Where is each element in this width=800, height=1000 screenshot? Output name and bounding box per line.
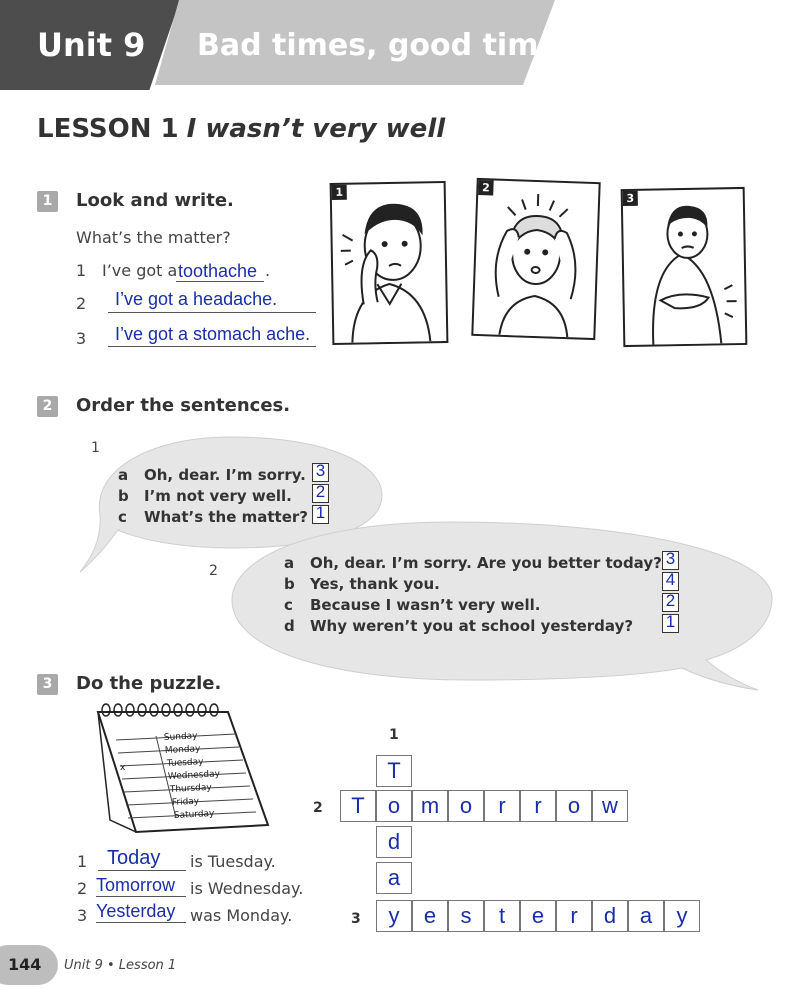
dialogue-2-line-a: a Oh, dear. I’m sorry. Are you better today? xyxy=(284,554,662,572)
footer-lesson-label: Unit 9 • Lesson 1 xyxy=(64,958,177,973)
crossword-cell[interactable]: y xyxy=(664,900,700,932)
crossword-cell[interactable]: e xyxy=(412,900,448,932)
clue-3-answer[interactable]: Yesterday xyxy=(96,901,176,921)
item-1-answer[interactable]: toothache xyxy=(178,261,258,281)
exercise-1-question: What’s the matter? xyxy=(76,228,231,247)
calendar-day-friday: Friday xyxy=(171,796,200,808)
crossword-cell[interactable]: a xyxy=(628,900,664,932)
crossword-cell[interactable]: d xyxy=(376,826,412,858)
unit-label: Unit 9 xyxy=(37,26,146,64)
clue-1-rest: is Tuesday. xyxy=(190,852,276,871)
crossword-cell[interactable]: s xyxy=(448,900,484,932)
calendar-day-thursday: Thursday xyxy=(169,782,212,795)
clue-1-line xyxy=(98,870,186,871)
order-box-2a[interactable]: 3 xyxy=(662,551,679,570)
dialogue-2-line-b: b Yes, thank you. xyxy=(284,575,440,593)
item-3-number: 3 xyxy=(76,329,87,348)
crossword-cell[interactable]: t xyxy=(484,900,520,932)
picture-3-number: 3 xyxy=(623,191,638,206)
crossword-clue-3-number: 3 xyxy=(351,911,361,927)
item-1-number: 1 xyxy=(76,261,87,280)
lesson-subtitle: I wasn’t very well xyxy=(186,114,446,144)
clue-3-rest: was Monday. xyxy=(190,906,293,925)
dialogue-1-number: 1 xyxy=(91,440,100,456)
clue-2-line xyxy=(96,896,186,897)
dialogue-2-line-c: c Because I wasn’t very well. xyxy=(284,596,541,614)
order-box-1b[interactable]: 2 xyxy=(312,484,329,503)
clue-1-number: 1 xyxy=(77,852,88,871)
exercise-1-title: Look and write. xyxy=(76,190,234,211)
exercise-2-title: Order the sentences. xyxy=(76,395,291,416)
order-box-1a[interactable]: 3 xyxy=(312,463,329,482)
crossword-cell[interactable]: o xyxy=(376,790,412,822)
calendar-day-wednesday: Wednesday xyxy=(167,769,221,782)
clue-2-number: 2 xyxy=(77,879,88,898)
picture-1-number: 1 xyxy=(332,185,347,200)
crossword-cell[interactable]: m xyxy=(412,790,448,822)
crossword-clue-1-number: 1 xyxy=(389,727,399,743)
calendar-day-sunday: Sunday xyxy=(163,731,198,743)
calendar-day-tuesday: Tuesday xyxy=(166,757,204,769)
crossword-cell[interactable]: o xyxy=(556,790,592,822)
crossword-clue-2-number: 2 xyxy=(313,800,323,816)
clue-3-number: 3 xyxy=(77,906,88,925)
clue-3-line xyxy=(96,922,186,923)
item-2-answer[interactable]: I’ve got a headache. xyxy=(115,289,278,309)
crossword-cell[interactable]: r xyxy=(484,790,520,822)
crossword-cell[interactable]: a xyxy=(376,862,412,894)
item-1-prefix: I’ve got a xyxy=(102,261,178,280)
calendar-illustration xyxy=(78,700,278,840)
page-number: 144 xyxy=(8,955,42,974)
exercise-1-number: 1 xyxy=(37,191,58,212)
order-box-2d[interactable]: 1 xyxy=(662,614,679,633)
order-box-2c[interactable]: 2 xyxy=(662,593,679,612)
picture-2-number: 2 xyxy=(478,180,494,196)
dialogue-1-line-c: c What’s the matter? xyxy=(118,508,308,526)
exercise-3-title: Do the puzzle. xyxy=(76,673,222,694)
item-3-answer[interactable]: I’ve got a stomach ache. xyxy=(115,324,311,344)
crossword-cell[interactable]: y xyxy=(376,900,412,932)
item-2-number: 2 xyxy=(76,294,87,313)
crossword-cell[interactable]: T xyxy=(340,790,376,822)
exercise-3-number: 3 xyxy=(37,674,58,695)
unit-title: Bad times, good times xyxy=(197,28,577,63)
clue-1-answer[interactable]: Today xyxy=(107,847,161,869)
crossword-cell[interactable]: r xyxy=(520,790,556,822)
dialogue-2-number: 2 xyxy=(209,563,218,579)
crossword-cell[interactable]: r xyxy=(556,900,592,932)
order-box-2b[interactable]: 4 xyxy=(662,572,679,591)
dialogue-1-line-b: b I’m not very well. xyxy=(118,487,292,505)
dialogue-2-line-d: d Why weren’t you at school yesterday? xyxy=(284,617,634,635)
crossword-cell[interactable]: w xyxy=(592,790,628,822)
clue-2-answer[interactable]: Tomorrow xyxy=(96,875,176,895)
crossword-cell[interactable]: d xyxy=(592,900,628,932)
calendar-day-saturday: Saturday xyxy=(173,808,215,821)
exercise-2-number: 2 xyxy=(37,396,58,417)
calendar-x-mark: x xyxy=(120,763,126,773)
crossword-cell[interactable]: o xyxy=(448,790,484,822)
crossword-cell[interactable]: e xyxy=(520,900,556,932)
item-1-suffix: . xyxy=(265,261,271,280)
crossword-cell[interactable]: T xyxy=(376,755,412,787)
calendar-day-monday: Monday xyxy=(164,744,201,756)
dialogue-1-line-a: a Oh, dear. I’m sorry. xyxy=(118,466,306,484)
order-box-1c[interactable]: 1 xyxy=(312,505,329,524)
clue-2-rest: is Wednesday. xyxy=(190,879,304,898)
lesson-label: LESSON 1 xyxy=(37,114,179,144)
